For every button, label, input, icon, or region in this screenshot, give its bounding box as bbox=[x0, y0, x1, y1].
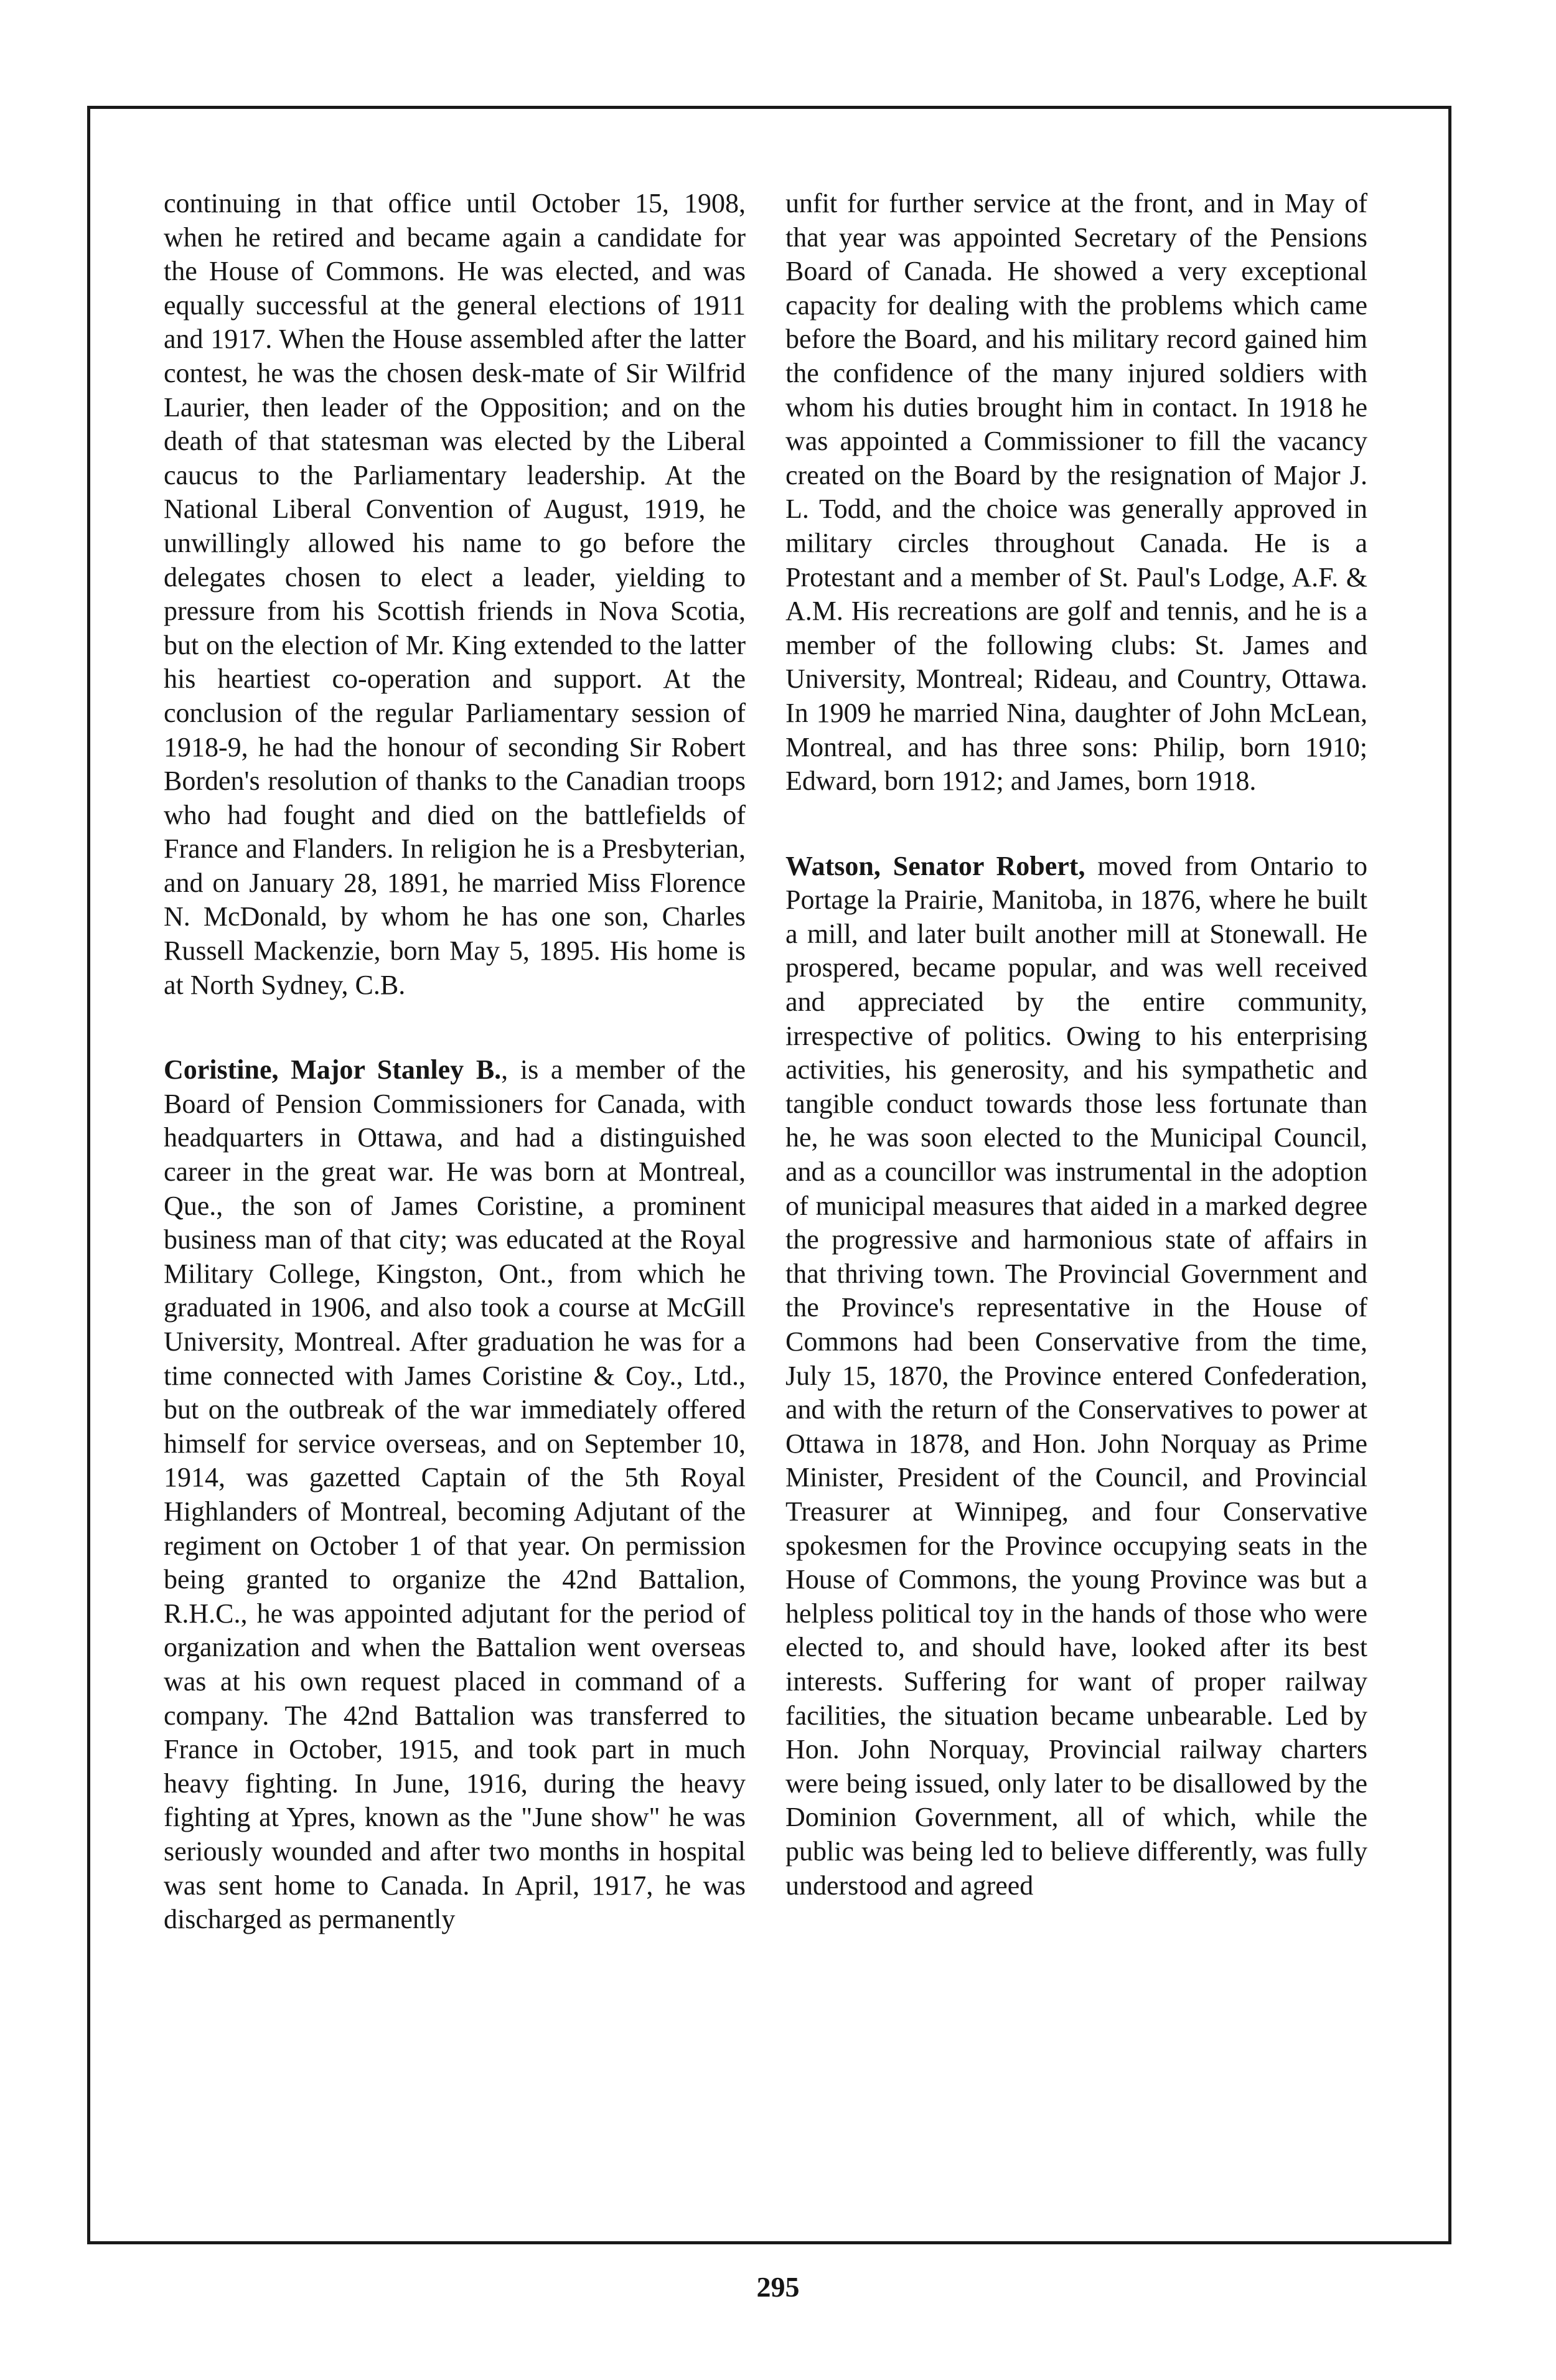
biography-entry-watson bbox=[785, 850, 1367, 1903]
entry-text: moved from Ontario to Portage la Prairie, Manitoba, in 1876, where he built a mill, and later built another mill at Stonewall. He prospered, became popular, and was well received and appreciated by the entire community, irrespective of politics. Owing to his enterprising activities, his generosity, and his sympathetic and tangible conduct towards those less fortunate than he, he was soon elected to the Municipal Council, and as a councillor was instrumental in the adoption of municipal measures that aided in a marked degree the progressive and harmonious state of affairs in that thriving town. The Provincial Government and the Province's representative in the House of Commons had been Conservative from the time, July 15, 1870, the Province entered Confederation, and with the return of the Conservatives to power at Ottawa in 1878, and Hon. John Norquay as Prime Minister, President of the Council, and Provincial Treasurer at Winnipeg, and four Conservative spokesmen for the Province occupying seats in the House of Commons, the young Province was but a helpless political toy in the hands of those who were elected to, and should have, looked after its best interests. Suffering for want of proper railway facilities, the situation became unbearable. Led by Hon. John Norquay, Provincial railway charters were being issued, only later to be disallowed by the Dominion Government, all of which, while the public was being led to believe differently, was fully understood and agreed bbox=[785, 850, 1367, 1901]
entry-name: Coristine, Major Stanley B. bbox=[164, 1054, 502, 1085]
right-column bbox=[785, 187, 1367, 1903]
continued-paragraph: unfit for further service at the front, and in May of that year was appointed Secretary of the Pensions Board of Canada. He showed a very exceptional capacity for dealing with the problems which came before the Board, and his military record gained him the confidence of the many injured soldiers with whom his duties brought him in contact. In 1918 he was appointed a Commissioner to fill the vacancy created on the Board by the resignation of Major J. L. Todd, and the choice was generally approved in military circles throughout Canada. He is a Protestant and a member of St. Paul's Lodge, A.F. & A.M. His recreations are golf and tennis, and he is a member of the following clubs: St. James and University, Montreal; Rideau, and Country, Ottawa. In 1909 he married Nina, daughter of John McLean, Montreal, and has three sons: Philip, born 1910; Edward, born 1912; and James, born 1918. bbox=[785, 188, 1367, 797]
left-column bbox=[164, 187, 746, 1937]
entry-text: , is a member of the Board of Pension Commissioners for Canada, with headquarters in Ottawa, and had a distinguished career in the great war. He was born at Montreal, Que., the son of James Coristine, a prominent business man of that city; was educated at the Royal Military College, Kingston, Ont., from which he graduated in 1906, and also took a course at McGill University, Montreal. After graduation he was for a time connected with James Coristine & Coy., Ltd., but on the outbreak of the war immediately offered himself for service overseas, and on September 10, 1914, was gazetted Captain of the 5th Royal Highlanders of Montreal, becoming Adjutant of the regiment on October 1 of that year. On permission being granted to organize the 42nd Battalion, R.H.C., he was appointed adjutant for the period of organization and when the Battalion went overseas was at his own request placed in command of a company. The 42nd Battalion was transferred to France in October, 1915, and took part in much heavy fighting. In June, 1916, during the heavy fighting at Ypres, known as the "June show" he was seriously wounded and after two months in hospital was sent home to Canada. In April, 1917, he was discharged as permanently bbox=[164, 1054, 746, 1935]
continued-paragraph: continuing in that office until October 15, 1908, when he retired and became again a candidate for the House of Commons. He was elected, and was equally successful at the general elections of 1911 and 1917. When the House assembled after the latter contest, he was the chosen desk-mate of Sir Wilfrid Laurier, then leader of the Opposition; and on the death of that statesman was elected by the Liberal caucus to the Parliamentary leadership. At the National Liberal Convention of August, 1919, he unwillingly allowed his name to go before the delegates chosen to elect a leader, yielding to pressure from his Scottish friends in Nova Scotia, but on the election of Mr. King extended to the latter his heartiest co-operation and support. At the conclusion of the regular Parliamentary session of 1918-9, he had the honour of seconding Sir Robert Borden's resolution of thanks to the Canadian troops who had fought and died on the battlefields of France and Flanders. In religion he is a Presbyterian, and on January 28, 1891, he married Miss Florence N. McDonald, by whom he has one son, Charles Russell Mackenzie, born May 5, 1895. His home is at North Sydney, C.B. bbox=[164, 188, 746, 1000]
entry-name: Watson, Senator Robert, bbox=[785, 850, 1085, 881]
biography-entry-coristine bbox=[164, 1053, 746, 1936]
page-number: 295 bbox=[756, 2271, 800, 2303]
